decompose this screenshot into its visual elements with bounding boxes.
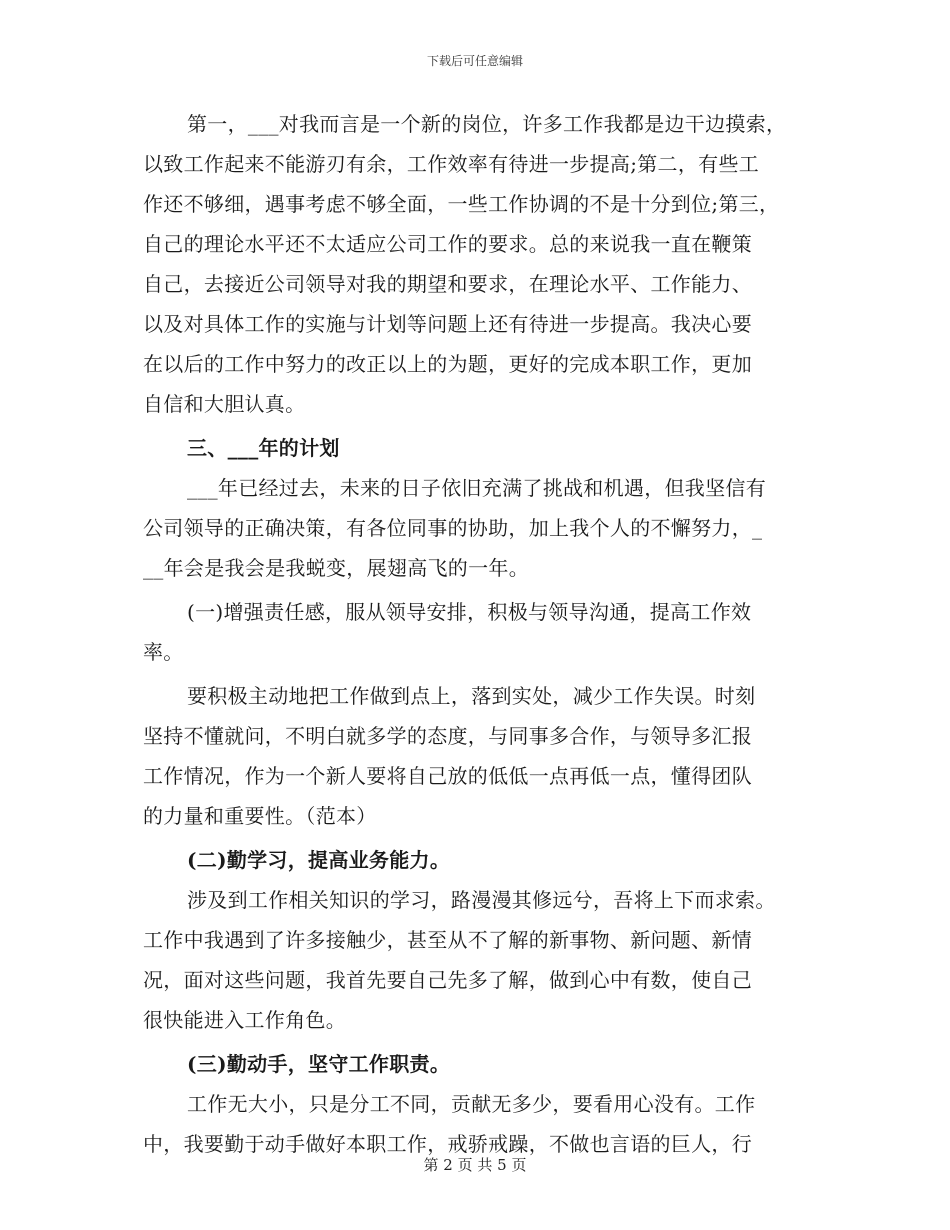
paragraph-line: 涉及到工作相关知识的学习，路漫漫其修远兮，吾将上下而求索。 [187, 888, 776, 912]
subsection-heading: (一)增强责任感，服从领导安排，积极与领导沟通，提高工作效 [187, 600, 752, 624]
paragraph-line: 很快能进入工作角色。 [143, 1008, 346, 1032]
paragraph-line: 工作情况，作为一个新人要将自己放的低低一点再低一点，懂得团队 [143, 764, 752, 788]
paragraph-line: 工作无大小，只是分工不同，贡献无多少，要看用心没有。工作 [187, 1092, 756, 1116]
paragraph-line: 的力量和重要性。（范本） [143, 804, 377, 828]
page-number-footer: 第 2 页 共 5 页 [423, 1156, 527, 1174]
subsection-heading: (二)勤学习，提高业务能力。 [187, 848, 451, 872]
paragraph-line: 坚持不懂就问，不明白就多学的态度，与同事多合作，与领导多汇报 [143, 724, 752, 748]
paragraph-line: 第一，___对我而言是一个新的岗位，许多工作我都是边干边摸索， [187, 112, 787, 136]
paragraph-line: 作还不够细，遇事考虑不够全面，一些工作协调的不是十分到位;第三， [143, 192, 780, 216]
paragraph-line: 要积极主动地把工作做到点上，落到实处，减少工作失误。时刻 [187, 684, 756, 708]
paragraph-line: __年会是我会是我蜕变，展翅高飞的一年。 [143, 556, 529, 580]
paragraph-line: 自己，去接近公司领导对我的期望和要求，在理论水平、工作能力、 [143, 272, 752, 296]
paragraph-line: 况，面对这些问题，我首先要自己先多了解，做到心中有数，使自己 [143, 968, 752, 992]
document-body [143, 104, 811, 1164]
paragraph-line: 自己的理论水平还不太适应公司工作的要求。总的来说我一直在鞭策 [143, 232, 752, 256]
paragraph-line: 中，我要勤于动手做好本职工作，戒骄戒躁，不做也言语的巨人，行 [143, 1132, 752, 1156]
paragraph-line: 自信和大胆认真。 [143, 392, 306, 416]
paragraph-line: 工作中我遇到了许多接触少，甚至从不了解的新事物、新问题、新情 [143, 928, 752, 952]
page-header: 下载后可任意编辑 [426, 54, 523, 68]
section-heading: 三、___年的计划 [187, 436, 340, 460]
paragraph-line: ___年已经过去，未来的日子依旧充满了挑战和机遇，但我坚信有 [187, 476, 766, 500]
paragraph-line: 率。 [143, 640, 184, 664]
paragraph-line: 以及对具体工作的实施与计划等问题上还有待进一步提高。我决心要 [143, 312, 752, 336]
paragraph-line: 在以后的工作中努力的改正以上的为题，更好的完成本职工作，更加 [143, 352, 752, 376]
subsection-heading: (三)勤动手，坚守工作职责。 [187, 1052, 451, 1076]
paragraph-line: 公司领导的正确决策，有各位同事的协助，加上我个人的不懈努力，_ [143, 516, 763, 540]
paragraph-line: 以致工作起来不能游刃有余，工作效率有待进一步提高;第二，有些工 [143, 152, 760, 176]
